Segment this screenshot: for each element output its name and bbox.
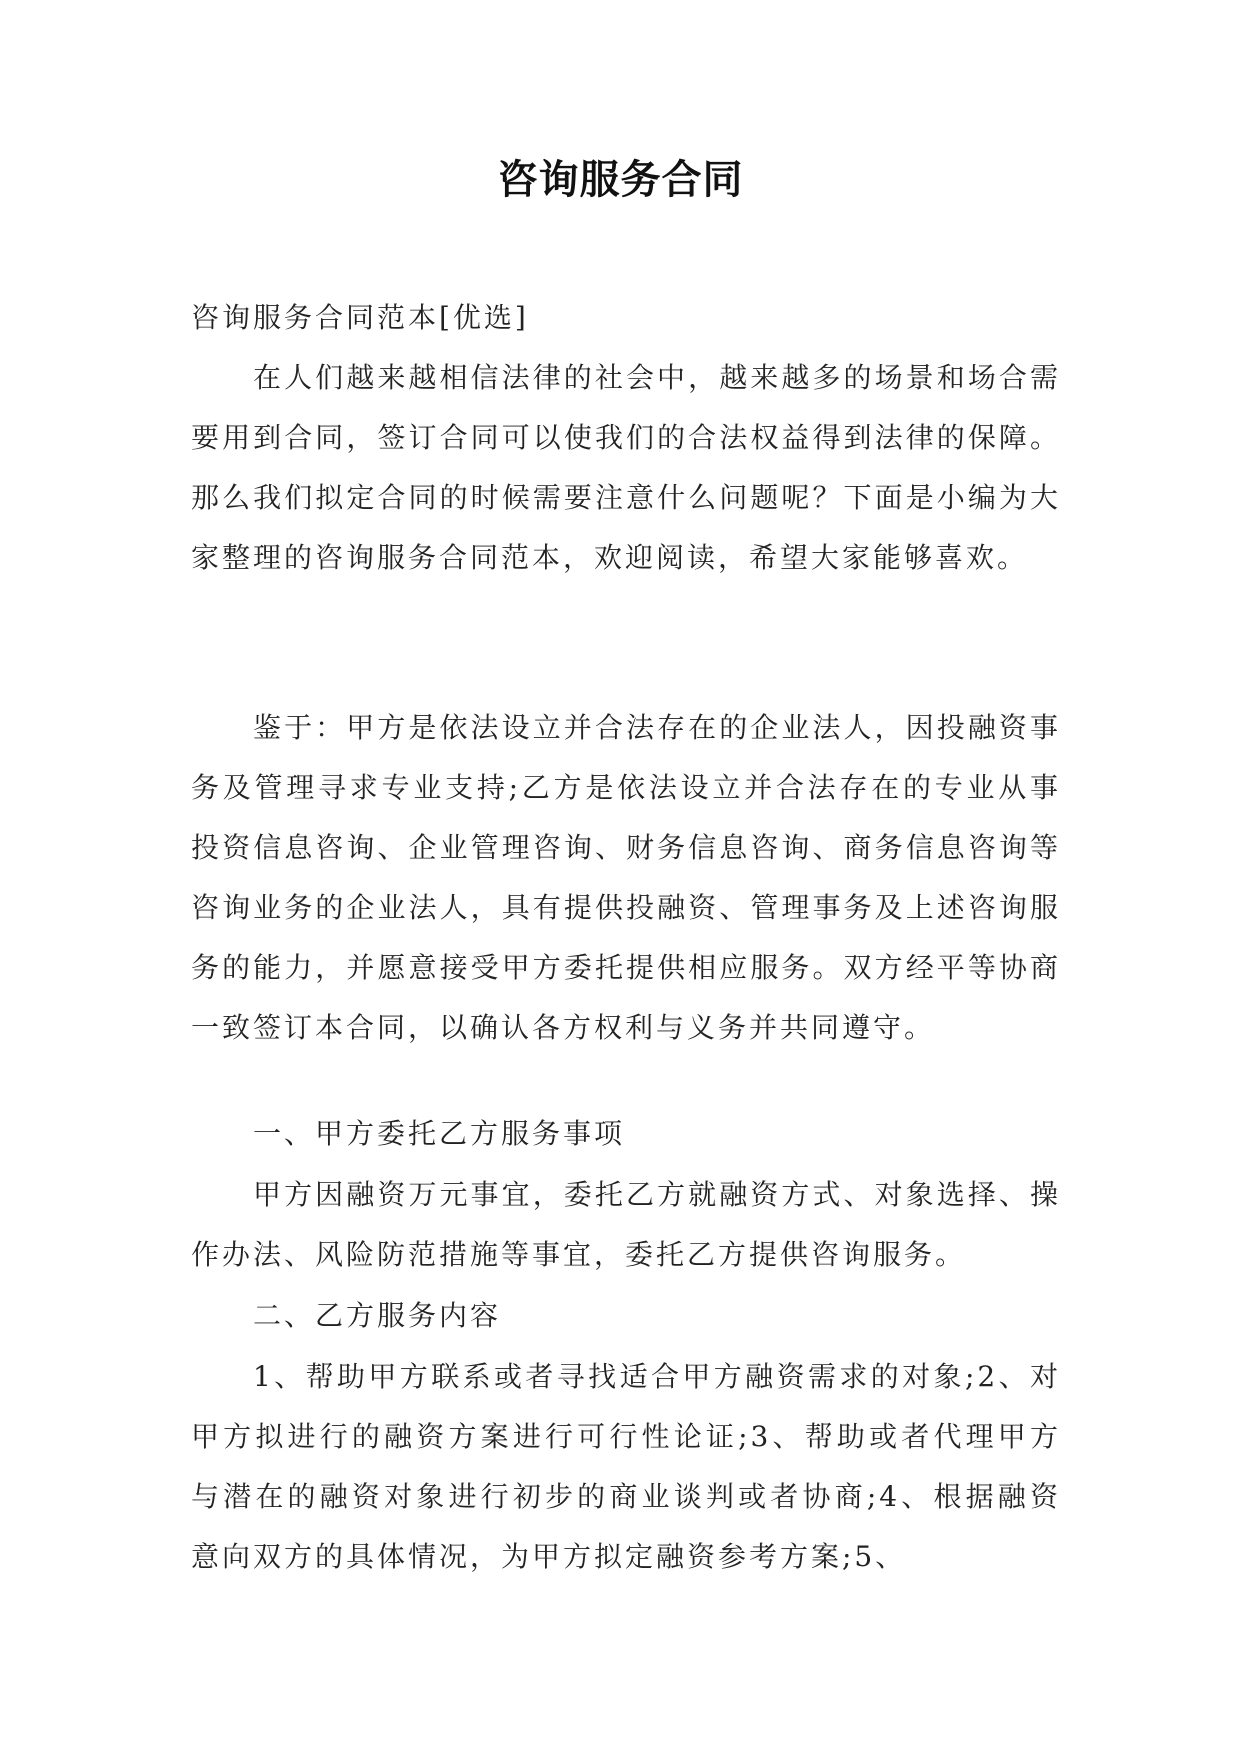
whereas-paragraph: 鉴于：甲方是依法设立并合法存在的企业法人，因投融资事务及管理寻求专业支持;乙方是依法设立并合法存在的专业从事投资信息咨询、企业管理咨询、财务信息咨询、商务信息咨询等咨询业务的企业法人，具有提供投融资、管理事务及上述咨询服务的能力，并愿意接受甲方委托提供相应服务。双方经平等协商一致签订本合同，以确认各方权利与义务并共同遵守。 [191, 711, 1061, 1044]
section-1-heading: 一、甲方委托乙方服务事项 [253, 1117, 626, 1150]
document-title: 咨询服务合同 [497, 157, 744, 203]
document-subtitle: 咨询服务合同范本[优选] [191, 301, 529, 334]
intro-paragraph: 在人们越来越相信法律的社会中，越来越多的场景和场合需要用到合同，签订合同可以使我们的合法权益得到法律的保障。那么我们拟定合同的时候需要注意什么问题呢？下面是小编为大家整理的咨询服务合同范本，欢迎阅读，希望大家能够喜欢。 [191, 361, 1061, 574]
section-2-heading: 二、乙方服务内容 [253, 1299, 502, 1332]
section-1-body: 甲方因融资万元事宜，委托乙方就融资方式、对象选择、操作办法、风险防范措施等事宜，委托乙方提供咨询服务。 [191, 1178, 1061, 1271]
section-2-body: 1、帮助甲方联系或者寻找适合甲方融资需求的对象;2、对甲方拟进行的融资方案进行可行性论证;3、帮助或者代理甲方与潜在的融资对象进行初步的商业谈判或者协商;4、根据融资意向双方的具体情况，为甲方拟定融资参考方案;5、 [191, 1360, 1061, 1573]
